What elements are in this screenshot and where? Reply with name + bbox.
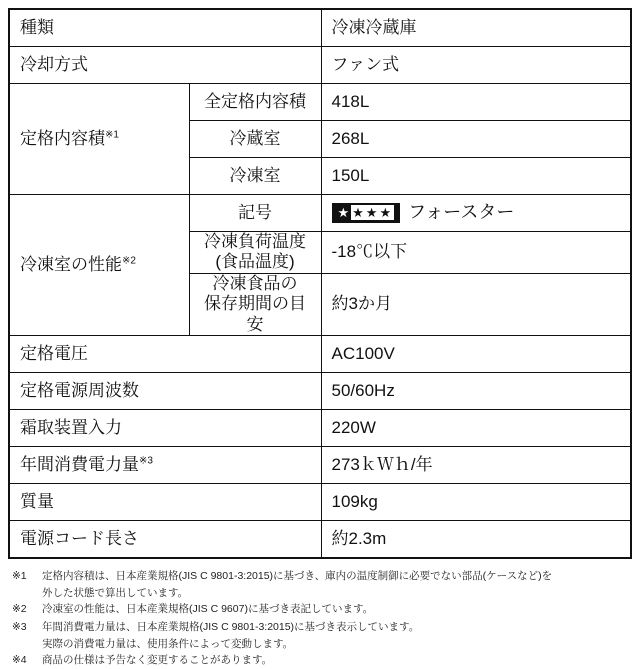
- row-value-defrost-input: 220W: [321, 409, 631, 446]
- row-label-annual-power: [9, 446, 321, 483]
- row-value-weight: 109kg: [321, 483, 631, 520]
- specification-table: [8, 8, 632, 559]
- footnote-2-mark: ※2: [12, 603, 27, 616]
- row-label-cord-length: 電源コード長さ: [9, 520, 321, 558]
- row-label-rated-capacity-text: 定格内容積: [20, 128, 105, 148]
- row-value-rated-voltage: AC100V: [321, 335, 631, 372]
- table-row: [9, 446, 631, 483]
- row-label-freezer-performance-text: 冷凍室の性能: [20, 254, 122, 274]
- subrow-label-freezing-load-temp: 冷凍負荷温度 (食品温度): [189, 232, 321, 274]
- footnote-2-line-1: 冷凍室の性能は、日本産業規格(JIS C 9607)に基づき表記しています。: [42, 603, 374, 616]
- footnotes: [8, 568, 632, 669]
- row-label-freezer-performance-note: ※2: [122, 255, 136, 267]
- subrow-value-fridge-compartment: 268L: [321, 121, 631, 158]
- footnote-3-line-2: 実際の消費電力量は、使用条件によって変動します。: [42, 638, 294, 651]
- row-label-defrost-input: 霜取装置入力: [9, 409, 321, 446]
- row-value-rated-frequency: 50/60Hz: [321, 372, 631, 409]
- row-label-rated-frequency: 定格電源周波数: [9, 372, 321, 409]
- subrow-label-fridge-compartment: 冷蔵室: [189, 121, 321, 158]
- subrow-value-symbol: [321, 195, 631, 232]
- row-label-rated-capacity: [9, 84, 189, 195]
- subrow-value-storage-period: 約3か月: [321, 273, 631, 335]
- table-row: [9, 372, 631, 409]
- table-row: [9, 409, 631, 446]
- table-row: [9, 9, 631, 47]
- table-row: [9, 483, 631, 520]
- subrow-value-total-capacity: 418L: [321, 84, 631, 121]
- row-label-freezer-performance: [9, 195, 189, 336]
- footnote-4: [12, 652, 632, 668]
- subrow-value-symbol-text: フォースター: [408, 202, 515, 223]
- subrow-value-freezer-compartment: 150L: [321, 158, 631, 195]
- row-value-type: 冷凍冷蔵庫: [321, 9, 631, 47]
- subrow-value-freezing-load-temp: -18℃以下: [321, 232, 631, 274]
- row-label-weight: 質量: [9, 483, 321, 520]
- table-row: [9, 47, 631, 84]
- footnote-1-line-2: 外した状態で算出しています。: [42, 587, 189, 600]
- table-row: [9, 84, 631, 121]
- table-row: [9, 520, 631, 558]
- table-row: [9, 335, 631, 372]
- row-label-rated-voltage: 定格電圧: [9, 335, 321, 372]
- footnote-3: [12, 619, 632, 635]
- row-value-cord-length: 約2.3m: [321, 520, 631, 558]
- subrow-label-symbol: 記号: [189, 195, 321, 232]
- footnote-1-line-1: 定格内容積は、日本産業規格(JIS C 9801-3:2015)に基づき、庫内の温度制御に必要でない部品(ケースなど)を: [42, 569, 553, 582]
- footnote-3-mark: ※3: [12, 620, 27, 633]
- row-label-type: 種類: [9, 9, 321, 47]
- row-value-annual-power: 273ｋＷｈ/年: [321, 446, 631, 483]
- four-star-badge-icon: ★★★★: [332, 203, 401, 223]
- footnote-3-line-1: 年間消費電力量は、日本産業規格(JIS C 9801-3:2015)に基づき表示しています。: [42, 620, 420, 633]
- footnote-1-mark: ※1: [12, 569, 27, 582]
- footnote-1: [12, 568, 632, 584]
- row-label-annual-power-note: ※3: [139, 455, 153, 467]
- footnote-4-line-1: 商品の仕様は予告なく変更することがあります。: [42, 654, 273, 667]
- footnote-4-mark: ※4: [12, 654, 27, 667]
- row-value-cooling-method: ファン式: [321, 47, 631, 84]
- row-label-annual-power-text: 年間消費電力量: [20, 454, 139, 474]
- subrow-label-freezer-compartment: 冷凍室: [189, 158, 321, 195]
- subrow-label-storage-period: 冷凍食品の 保存期間の目安: [189, 273, 321, 335]
- row-label-rated-capacity-note: ※1: [105, 129, 119, 141]
- table-row: [9, 195, 631, 232]
- row-label-cooling-method: 冷却方式: [9, 47, 321, 84]
- footnote-2: [12, 601, 632, 617]
- subrow-label-total-capacity: 全定格内容積: [189, 84, 321, 121]
